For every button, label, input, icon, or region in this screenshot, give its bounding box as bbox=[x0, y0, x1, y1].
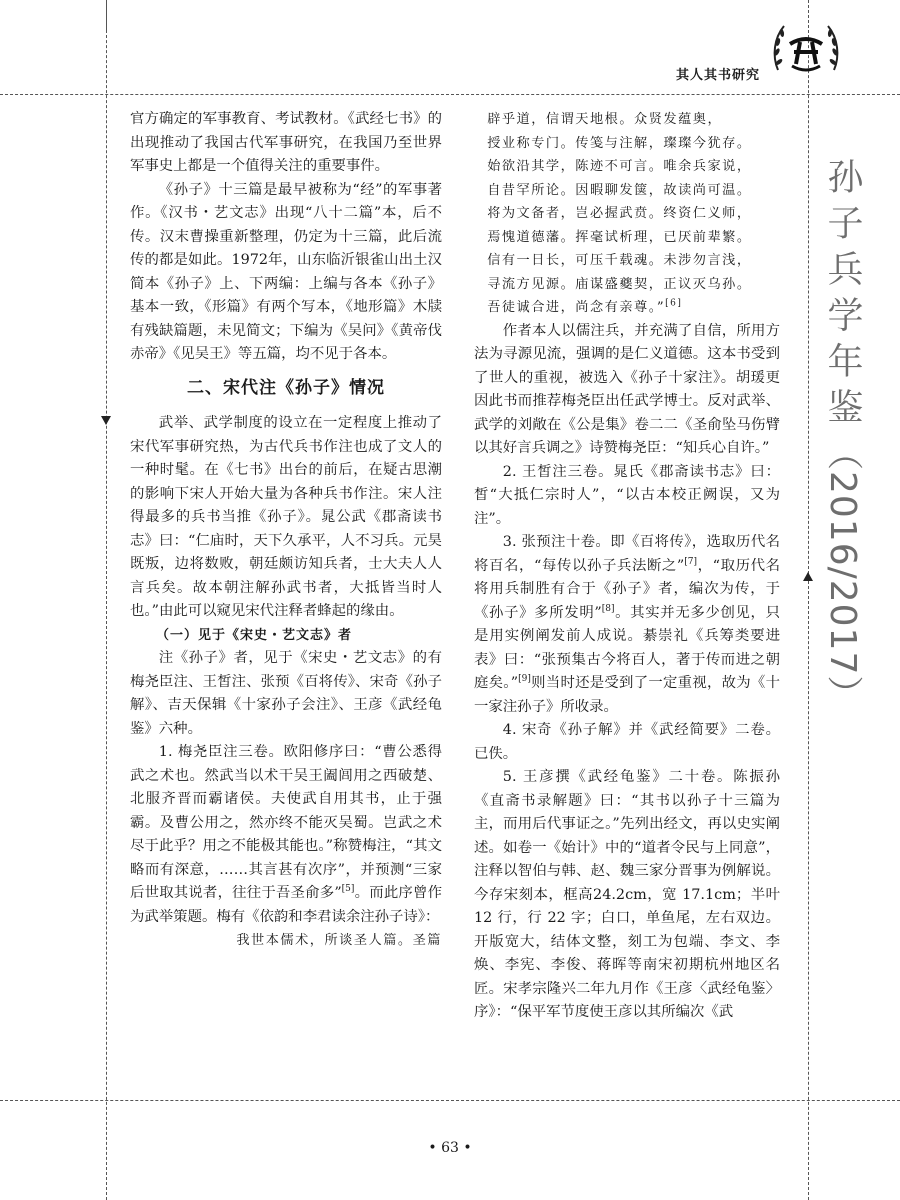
right-paragraph-1: 作者本人以儒注兵，并充满了自信，所用方法为寻源见流，强调的是仁义道德。这本书受到了世人的重视，被选入《孙子十家注》。胡瑗更因此书而推荐梅尧臣出任武学博士。反对武举、武学的刘敞在《公是集》卷二二《圣俞坠马伤臂以其好言兵调之》诗赞梅尧臣：“知兵心自许。” bbox=[474, 322, 780, 456]
poem-line: 始欲沿其学，陈迹不可言。唯余兵家说， bbox=[487, 159, 752, 174]
left-margin-mark bbox=[106, 0, 107, 30]
poem-start: 我世本儒术，所谈圣人篇。圣篇 bbox=[236, 933, 442, 948]
right-paragraph-3 bbox=[474, 531, 780, 719]
poem-last-text: 吾徒诚合进，尚念有亲尊。” bbox=[487, 300, 666, 315]
page-number: • 63 • bbox=[428, 1140, 472, 1156]
running-head: 其人其书研究 bbox=[675, 68, 760, 83]
left-column bbox=[130, 108, 442, 953]
right-column bbox=[474, 108, 780, 1025]
footnote-ref-8[interactable]: [8] bbox=[601, 603, 615, 614]
poem-line: 信有一日长，可压千载魂。未涉勿言浅， bbox=[487, 253, 752, 268]
left-paragraph-2: 《孙子》十三篇是最早被称为“经”的军事著作。《汉书・艺文志》出现“八十二篇”本，后不传。汉末曹操重新整理，仍定为十三篇，此后流传的都是如此。1972年，山东临沂银雀山出土汉简本《孙子》上、下两编：上编与各本《孙子》基本一致，《形篇》有两个写本，《地形篇》木牍有残缺篇题，未见简文；下编为《吴问》《黄帝伐赤帝》《见吴王》等五篇，均不见于各本。 bbox=[130, 181, 442, 362]
right-paragraph-5: 5. 王彦撰《武经龟鉴》二十卷。陈振孙《直斋书录解题》曰：“其书以孙子十三篇为主，而用后代事证之。”先列出经文，再以史实阐述。如卷一《始计》中的“道者令民与上同意”，注释以智伯与韩、赵、魏三家分晋事为例解说。今存宋刻本，框高24.2cm，宽 17.1cm；半叶 12 行，行 22 字；白口，单鱼尾，左右双边。开版宽大，结体文整，刻工为包端、李文、李焕、李宪、李俊、蒋晖等南宋初期杭州地区名匠。宋孝宗隆兴二年九月作《王彦〈武经龟鉴〉序》：“保平军节度使王彦以其所编次《武 bbox=[474, 769, 780, 1020]
header-cut-line bbox=[0, 94, 900, 95]
right-paragraph-3-b: ，“取历代名将用兵制胜有合于《孙子》者，编次为传，于《孙子》多所发明” bbox=[474, 557, 780, 621]
right-arrow-marker bbox=[803, 572, 813, 581]
poem-line: 自昔罕所论。因暇聊发箧，故读尚可温。 bbox=[487, 182, 752, 198]
left-paragraph-1: 官方确定的军事教育、考试教材。《武经七书》的出现推动了我国古代军事研究，在我国乃至世界军事史上都是一个值得关注的重要事件。 bbox=[130, 111, 442, 174]
right-paragraph-3-c: 。其实并无多少创见，只是用实例阐发前人成说。綦崇礼《兵筹类要进表》曰：“张预集古今将百人，著于传而进之朝庭矣。” bbox=[474, 604, 780, 691]
footer-cut-line bbox=[0, 1100, 900, 1101]
side-title bbox=[822, 158, 863, 713]
yearbook-emblem-icon bbox=[770, 18, 842, 80]
left-paragraph-5 bbox=[130, 741, 442, 929]
poem-last-line bbox=[474, 296, 780, 320]
poem-line: 授业称专门。传笺与注解，璨璨今犹存。 bbox=[487, 135, 752, 151]
left-paragraph-5-text: 1. 梅尧臣注三卷。欧阳修序曰：“曹公悉得武之术也。然武当以术干吴王阖闾用之西破楚、北服齐晋而霸诸侯。夫使武自用其书，止于强霸。及曹公用之，然亦终不能灭吴蜀。岂武之术尽于此乎？用之不能极其能也。”称赞梅注，“其文略而有深意，……其言甚有次序”，并预测“三家后世取其说者，往往于吾圣俞多” bbox=[130, 744, 442, 901]
left-paragraph-5-tail: 。而此序曾作为武举策题。梅有《依韵和李君读余注孙子诗》： bbox=[130, 885, 442, 925]
right-cut-line bbox=[808, 0, 809, 1200]
poem-line: 焉愧道德藩。挥毫试析理，已厌前辈繁。 bbox=[487, 229, 752, 245]
poem-line: 辟乎道，信谓天地根。众贤发蕴奥， bbox=[487, 112, 723, 127]
side-title-year: （2016/2017） bbox=[822, 434, 863, 713]
left-paragraph-4: 注《孙子》者，见于《宋史・艺文志》的有梅尧臣注、王皙注、张预《百将传》、宋奇《孙子解》、吉天保辑《十家孙子会注》、王彦《武经龟鉴》六种。 bbox=[130, 650, 442, 737]
footnote-ref-9[interactable]: [9] bbox=[518, 674, 531, 685]
section-heading: 二、宋代注《孙子》情况 bbox=[187, 377, 385, 398]
subsection-heading: （一）见于《宋史・艺文志》者 bbox=[156, 627, 353, 643]
poem-line: 将为文备者，岂必握武贲。终资仁义师， bbox=[487, 206, 752, 221]
left-cut-line bbox=[106, 0, 107, 1200]
side-title-main: 孙子兵学年鉴 bbox=[822, 158, 863, 434]
right-paragraph-3-a: 3. 张预注十卷。即《百将传》，选取历代名将百名，“每传以孙子兵法断之” bbox=[474, 534, 780, 574]
right-paragraph-3-d: 则当时还是受到了一定重视，故为《十一家注孙子》所收录。 bbox=[474, 675, 780, 715]
footnote-ref-5[interactable]: [5] bbox=[341, 884, 355, 895]
left-arrow-marker bbox=[101, 416, 111, 425]
right-paragraph-2: 2. 王皙注三卷。晁氏《郡斋读书志》曰：皙“大抵仁宗时人”，“以古本校正阙误，又为注”。 bbox=[474, 463, 780, 527]
left-paragraph-3: 武举、武学制度的设立在一定程度上推动了宋代军事研究热，为古代兵书作注也成了文人的一种时髦。在《七书》出台的前后，在疑古思潮的影响下宋人开始大量为各种兵书作注。宋人注得最多的兵书当推《孙子》。晁公武《郡斋读书志》曰：“仁庙时，天下久承平，人不习兵。元昊既叛，边将数败，朝廷颇访知兵者，士大夫人人言兵矣。故本朝注解孙武书者，大抵皆当时人也。”由此可以窥见宋代注释者蜂起的缘由。 bbox=[130, 415, 442, 619]
footnote-ref-7[interactable]: [7] bbox=[684, 556, 698, 567]
footnote-ref-6[interactable]: [6] bbox=[665, 298, 683, 309]
right-paragraph-4: 4. 宋奇《孙子解》并《武经简要》二卷。已佚。 bbox=[474, 722, 780, 762]
poem-line: 寻流方见源。庙谋盛夔契，正议灭乌孙。 bbox=[487, 276, 752, 292]
